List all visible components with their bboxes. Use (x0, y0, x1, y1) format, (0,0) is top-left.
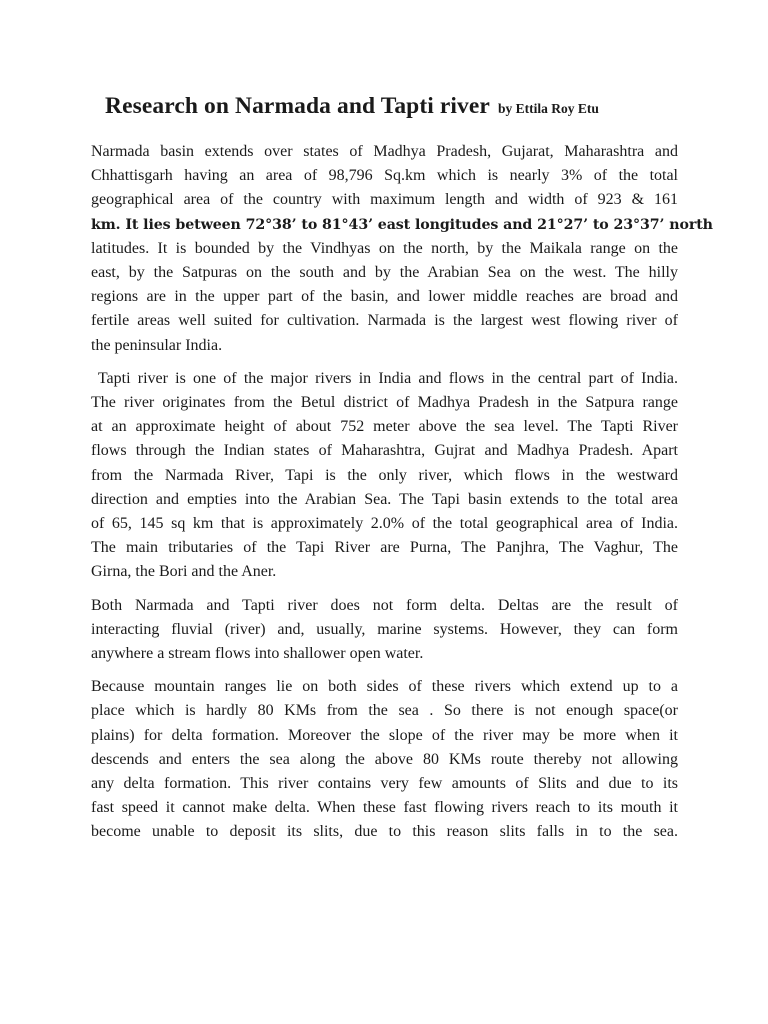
paragraph-reasons (91, 675, 678, 844)
text-line: latitudes. It is bounded by the Vindhyas on the north, by the Maikala range on the (91, 239, 678, 257)
text-line: Narmada basin extends over states of Madhya Pradesh, Gujarat, Maharashtra and (91, 143, 678, 160)
text-line: fast speed it cannot make delta. When these fast flowing rivers reach to its mouth it (91, 799, 678, 817)
document-body (91, 140, 713, 854)
text-line: geographical area of the country with maximum length and width of 923 & 161 (91, 191, 678, 209)
paragraph-delta (91, 594, 678, 667)
paragraph-narmada (91, 140, 713, 358)
text-line: any delta formation. This river contains very few amounts of Slits and due to its (91, 775, 678, 793)
text-line: east, by the Satpuras on the south and by the Arabian Sea on the west. The hilly (91, 264, 678, 282)
author-byline: by Ettila Roy Etu (497, 101, 599, 116)
text-line: at an approximate height of about 752 meter above the sea level. The Tapti River (91, 418, 678, 436)
paragraph-tapti (91, 367, 678, 585)
text-line: of 65, 145 sq km that is approximately 2.0% of the total geographical area of India. (91, 515, 678, 533)
title-line (105, 93, 599, 120)
text-line: place which is hardly 80 KMs from the sea . So there is not enough space(or (91, 702, 678, 720)
text-line: the peninsular India. (91, 336, 223, 354)
text-line: direction and empties into the Arabian Sea. The Tapi basin extends to the total area (91, 490, 678, 508)
text-line: become unable to deposit its slits, due to this reason slits falls in to the sea. (91, 823, 678, 841)
text-line: regions are in the upper part of the basin, and lower middle reaches are broad and (91, 288, 678, 306)
text-line: Both Narmada and Tapti river does not form delta. Deltas are the result of (91, 596, 678, 614)
text-line: Girna, the Bori and the Aner. (91, 563, 277, 581)
text-line: Chhattisgarh having an area of 98,796 Sq.km which is nearly 3% of the total (91, 167, 678, 185)
text-line: flows through the Indian states of Maharashtra, Gujrat and Madhya Pradesh. Apart (91, 442, 678, 460)
text-line: interacting fluvial (river) and, usually, marine systems. However, they can form (91, 620, 678, 638)
text-line: Tapti river is one of the major rivers in India and flows in the central part of India. (91, 369, 678, 387)
text-line: from the Narmada River, Tapi is the only river, which flows in the westward (91, 466, 678, 484)
text-line: km. It lies between 72°38’ to 81°43’ east longitudes and 21°27’ to 23°37’ north (91, 216, 713, 233)
page-title: Research on Narmada and Tapti river (105, 93, 490, 119)
text-line: The river originates from the Betul district of Madhya Pradesh in the Satpura range (91, 394, 678, 412)
text-line: The main tributaries of the Tapi River are Purna, The Panjhra, The Vaghur, The (91, 539, 678, 557)
text-line: anywhere a stream flows into shallower open water. (91, 645, 424, 663)
text-line: fertile areas well suited for cultivation. Narmada is the largest west flowing river of (91, 312, 678, 330)
text-line: descends and enters the sea along the above 80 KMs route thereby not allowing (91, 750, 678, 768)
text-line: Because mountain ranges lie on both sides of these rivers which extend up to a (91, 678, 678, 696)
text-line: plains) for delta formation. Moreover the slope of the river may be more when it (91, 726, 678, 744)
